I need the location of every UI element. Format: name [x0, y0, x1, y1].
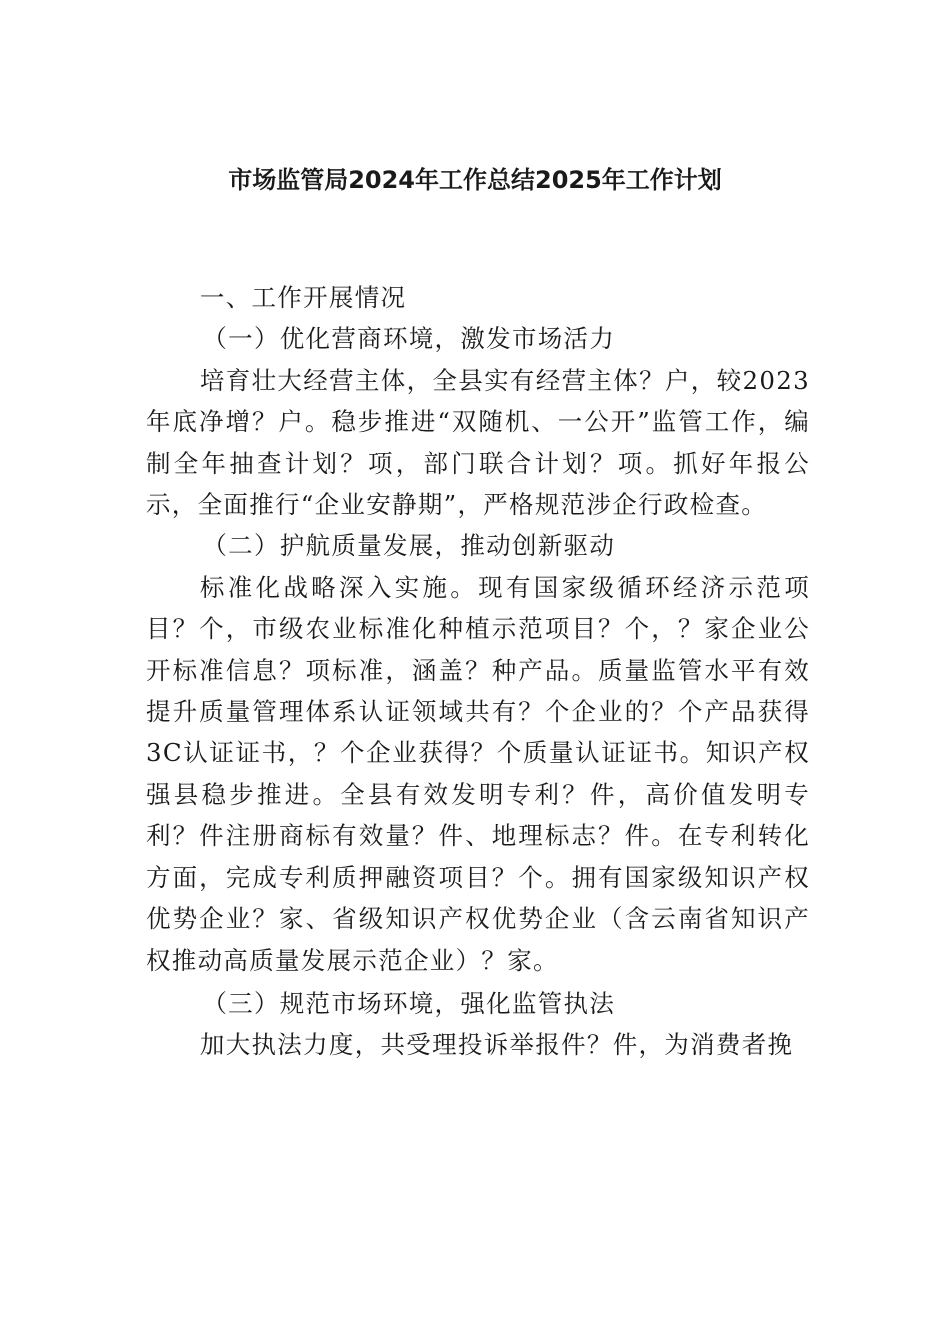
paragraph-market-regulation: 加大执法力度，共受理投诉举报件？件，为消费者挽	[199, 1030, 794, 1060]
subsection-heading-business-environment: （一）优化营商环境，激发市场活力	[202, 324, 616, 354]
document-title: 市场监管局2024年工作总结2025年工作计划	[228, 166, 722, 194]
subsection-heading-market-regulation: （三）规范市场环境，强化监管执法	[202, 988, 616, 1018]
paragraph-quality-development: 标准化战略深入实施。现有国家级循环经济示范项目？个，市级农业标准化种植示范项目？个，？家企业公开标准信息？项标准，涵盖？种产品。质量监管水平有效提升质量管理体系认证领域共有？个企业的？个产品获得3C认证证书，？个企业获得？个质量认证证书。知识产权强县稳步推进。全县有效发明专利？件，高价值发明专利？件注册商标有效量？件、地理标志？件。在专利转化方面，完成专利质押融资项目？个。拥有国家级知识产权优势企业？家、省级知识产权优势企业（含云南省知识产权推动高质量发展示范企业）？家。	[146, 572, 810, 975]
document-body	[146, 277, 810, 1066]
paragraph-business-environment: 培育壮大经营主体，全县实有经营主体？户，较2023年底净增？户。稳步推进“双随机、一公开”监管工作，编制全年抽查计划？项，部门联合计划？项。抓好年报公示，全面推行“企业安静期”，严格规范涉企行政检查。	[146, 365, 810, 520]
section-heading-work-progress: 一、工作开展情况	[199, 283, 407, 312]
subsection-heading-quality-development: （二）护航质量发展，推动创新驱动	[202, 531, 616, 561]
